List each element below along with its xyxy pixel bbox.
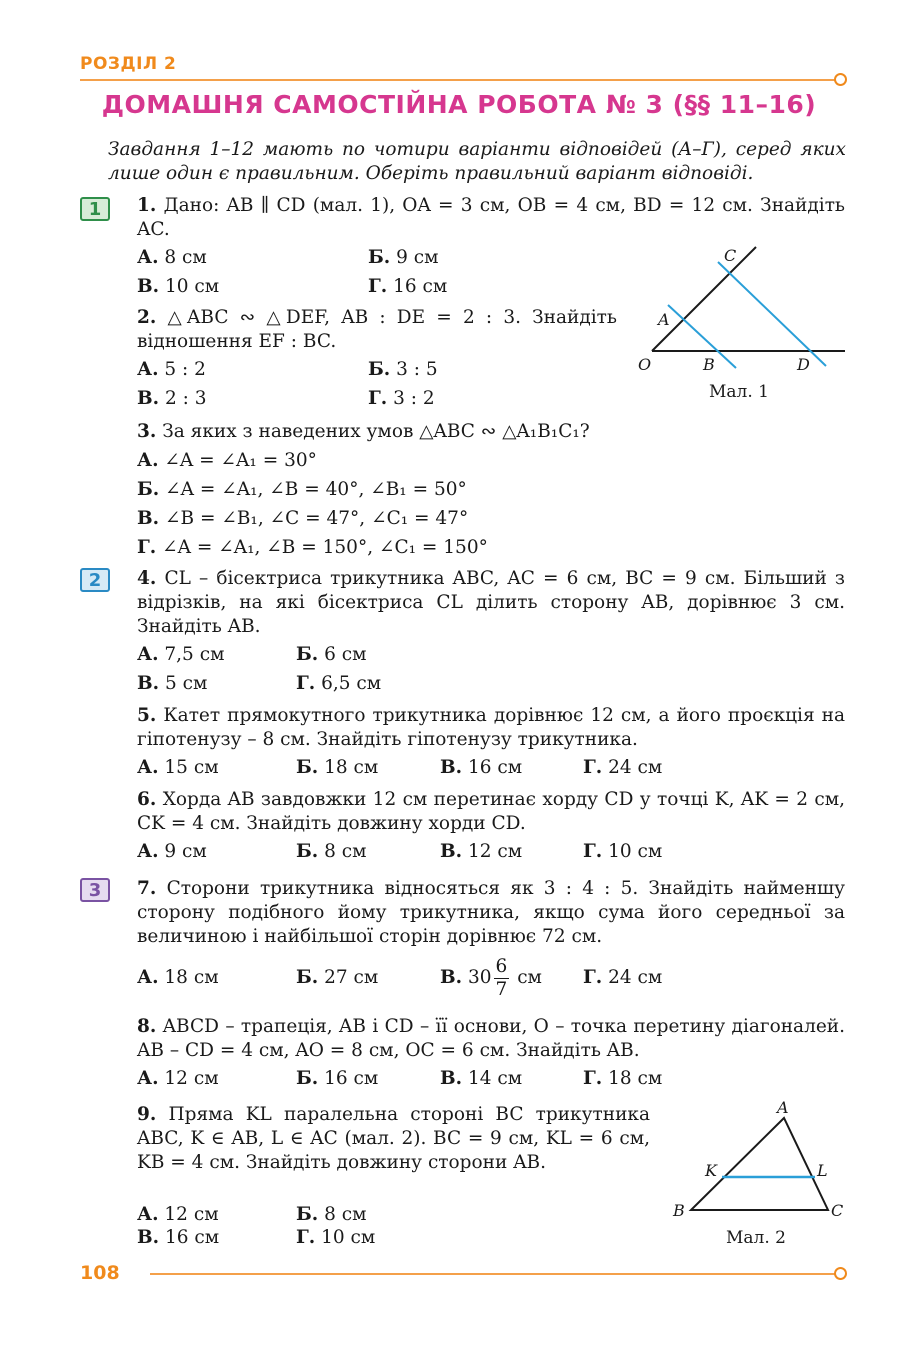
q8-option-d[interactable]: Г. 18 см	[583, 1068, 663, 1089]
figure-1-label-d: D	[797, 355, 810, 374]
q5-option-c[interactable]: В. 16 см	[440, 757, 523, 778]
figure-1-label-c: C	[724, 246, 737, 265]
question-3-text: За яких з наведених умов △ABC ∾ △A₁B₁C₁?	[162, 421, 590, 442]
q8-option-b[interactable]: Б. 16 см	[296, 1068, 379, 1089]
level-1-badge: 1	[80, 197, 110, 221]
figure-2-label-a: A	[777, 1098, 789, 1117]
q6-option-c[interactable]: В. 12 см	[440, 841, 523, 862]
question-9-number: 9.	[137, 1104, 157, 1125]
question-6-number: 6.	[137, 789, 157, 810]
q5-option-a[interactable]: А. 15 см	[137, 757, 219, 778]
q2-option-d[interactable]: Г. 3 : 2	[368, 388, 435, 409]
figure-1-caption: Мал. 1	[709, 382, 769, 402]
figure-1-label-o: O	[638, 355, 652, 374]
q8-option-a[interactable]: А. 12 см	[137, 1068, 219, 1089]
q9-option-d[interactable]: Г. 10 см	[296, 1227, 376, 1248]
q4-option-d[interactable]: Г. 6,5 см	[296, 673, 382, 694]
question-6	[137, 788, 845, 836]
question-4-number: 4.	[137, 568, 157, 589]
level-3-badge: 3	[80, 878, 110, 902]
figure-2-label-l: L	[817, 1161, 828, 1180]
q6-option-b[interactable]: Б. 8 см	[296, 841, 367, 862]
q4-option-a[interactable]: А. 7,5 см	[137, 644, 225, 665]
figure-1-label-b: B	[703, 355, 715, 374]
figure-1	[630, 238, 850, 378]
q2-option-b[interactable]: Б. 3 : 5	[368, 359, 438, 380]
q7-option-a[interactable]: А. 18 см	[137, 967, 219, 988]
q7-option-c-unit: см	[517, 967, 542, 988]
footer-rule-end	[834, 1267, 847, 1280]
page-title: ДОМАШНЯ САМОСТІЙНА РОБОТА № 3 (§§ 11–16)	[101, 90, 817, 119]
figure-2-caption: Мал. 2	[726, 1228, 786, 1248]
q7-option-c[interactable]: В. 30 $\frac{6}{7}$ см	[440, 955, 542, 1000]
q5-option-b[interactable]: Б. 18 см	[296, 757, 379, 778]
q1-option-c[interactable]: В. 10 см	[137, 276, 220, 297]
q3-option-d[interactable]: Г. ∠A = ∠A₁, ∠B = 150°, ∠C₁ = 150°	[137, 537, 488, 558]
q2-option-a[interactable]: А. 5 : 2	[137, 359, 206, 380]
question-1	[137, 194, 845, 242]
header-rule	[80, 79, 836, 81]
question-4-text: CL – бісектриса трикутника ABC, AC = 6 см, BC = 9 см. Більший з відрізків, на які бісектриса CL ділить сторону AB, дорівнює 3 см. Знайдіть AB.	[137, 568, 845, 637]
q4-option-b[interactable]: Б. 6 см	[296, 644, 367, 665]
q9-option-c[interactable]: В. 16 см	[137, 1227, 220, 1248]
figure-2-label-c: C	[831, 1201, 844, 1220]
q1-option-b[interactable]: Б. 9 см	[368, 247, 439, 268]
question-5-number: 5.	[137, 705, 157, 726]
question-8-number: 8.	[137, 1016, 157, 1037]
section-label: РОЗДІЛ 2	[80, 54, 177, 74]
figure-2-label-b: B	[673, 1201, 685, 1220]
question-6-text: Хорда AB завдовжки 12 см перетинає хорду CD у точці K, AK = 2 см, CK = 4 см. Знайдіть довжину хорди CD.	[137, 789, 845, 834]
question-8-text: ABCD – трапеція, AB і CD – її основи, O – точка перетину діагоналей. AB – CD = 4 см, AO = 8 см, OC = 6 см. Знайдіть AB.	[137, 1016, 845, 1061]
q9-option-b[interactable]: Б. 8 см	[296, 1204, 367, 1225]
level-2-badge: 2	[80, 568, 110, 592]
question-7	[137, 877, 845, 949]
q1-option-d[interactable]: Г. 16 см	[368, 276, 448, 297]
q6-option-d[interactable]: Г. 10 см	[583, 841, 663, 862]
q9-option-a[interactable]: А. 12 см	[137, 1204, 219, 1225]
q2-option-c[interactable]: В. 2 : 3	[137, 388, 207, 409]
q3-option-b[interactable]: Б. ∠A = ∠A₁, ∠B = 40°, ∠B₁ = 50°	[137, 479, 467, 500]
question-2-text: △ABC ∾ △DEF, AB : DE = 2 : 3. Знайдіть відношення EF : BC.	[137, 307, 617, 352]
question-4	[137, 567, 845, 639]
q8-option-c[interactable]: В. 14 см	[440, 1068, 523, 1089]
question-2-number: 2.	[137, 307, 157, 328]
q7-option-c-whole: 30	[467, 967, 492, 988]
question-3	[137, 420, 845, 444]
question-8	[137, 1015, 845, 1063]
q7-option-d[interactable]: Г. 24 см	[583, 967, 663, 988]
figure-1-line-ab	[668, 305, 736, 368]
figure-1-label-a: A	[658, 310, 670, 329]
figure-2-label-k: K	[705, 1161, 717, 1180]
question-9-text: Пряма KL паралельна стороні BC трикутника ABC, K ∈ AB, L ∈ AC (мал. 2). BC = 9 см, KL = 6 см, KB = 4 см. Знайдіть довжину сторони AB.	[137, 1104, 650, 1173]
q7-option-b[interactable]: Б. 27 см	[296, 967, 379, 988]
question-1-number: 1.	[137, 195, 157, 216]
figure-1-line-oc	[652, 247, 756, 351]
q3-option-c[interactable]: В. ∠B = ∠B₁, ∠C = 47°, ∠C₁ = 47°	[137, 508, 469, 529]
question-9	[137, 1103, 650, 1175]
question-1-text: Дано: AB ∥ CD (мал. 1), OA = 3 см, OB = 4 см, BD = 12 см. Знайдіть AC.	[137, 195, 845, 240]
question-2	[137, 306, 617, 354]
q6-option-a[interactable]: А. 9 см	[137, 841, 207, 862]
footer-rule	[150, 1273, 836, 1275]
question-3-number: 3.	[137, 421, 157, 442]
q1-option-a[interactable]: А. 8 см	[137, 247, 207, 268]
q5-option-d[interactable]: Г. 24 см	[583, 757, 663, 778]
page-number: 108	[80, 1262, 120, 1284]
question-7-number: 7.	[137, 878, 157, 899]
q3-option-a[interactable]: А. ∠A = ∠A₁ = 30°	[137, 450, 317, 471]
question-7-text: Сторони трикутника відносяться як 3 : 4 : 5. Знайдіть найменшу сторону подібного йому трикутника, якщо сума його середньої за величиною і найбільшої сторін дорівнює 72 см.	[137, 878, 846, 947]
figure-2	[665, 1095, 855, 1225]
q4-option-c[interactable]: В. 5 см	[137, 673, 208, 694]
question-5-text: Катет прямокутного трикутника дорівнює 12 см, а його проєкція на гіпотенузу – 8 см. Знайдіть гіпотенузу трикутника.	[137, 705, 845, 750]
header-rule-end	[834, 73, 847, 86]
intro-text: Завдання 1–12 мають по чотири варіанти відповідей (А–Г), серед яких лише один є правильним. Оберіть правильний варіант відповіді.	[108, 139, 846, 184]
question-5	[137, 704, 845, 752]
q7-option-c-fraction: $\frac{6}{7}$	[495, 955, 508, 1000]
